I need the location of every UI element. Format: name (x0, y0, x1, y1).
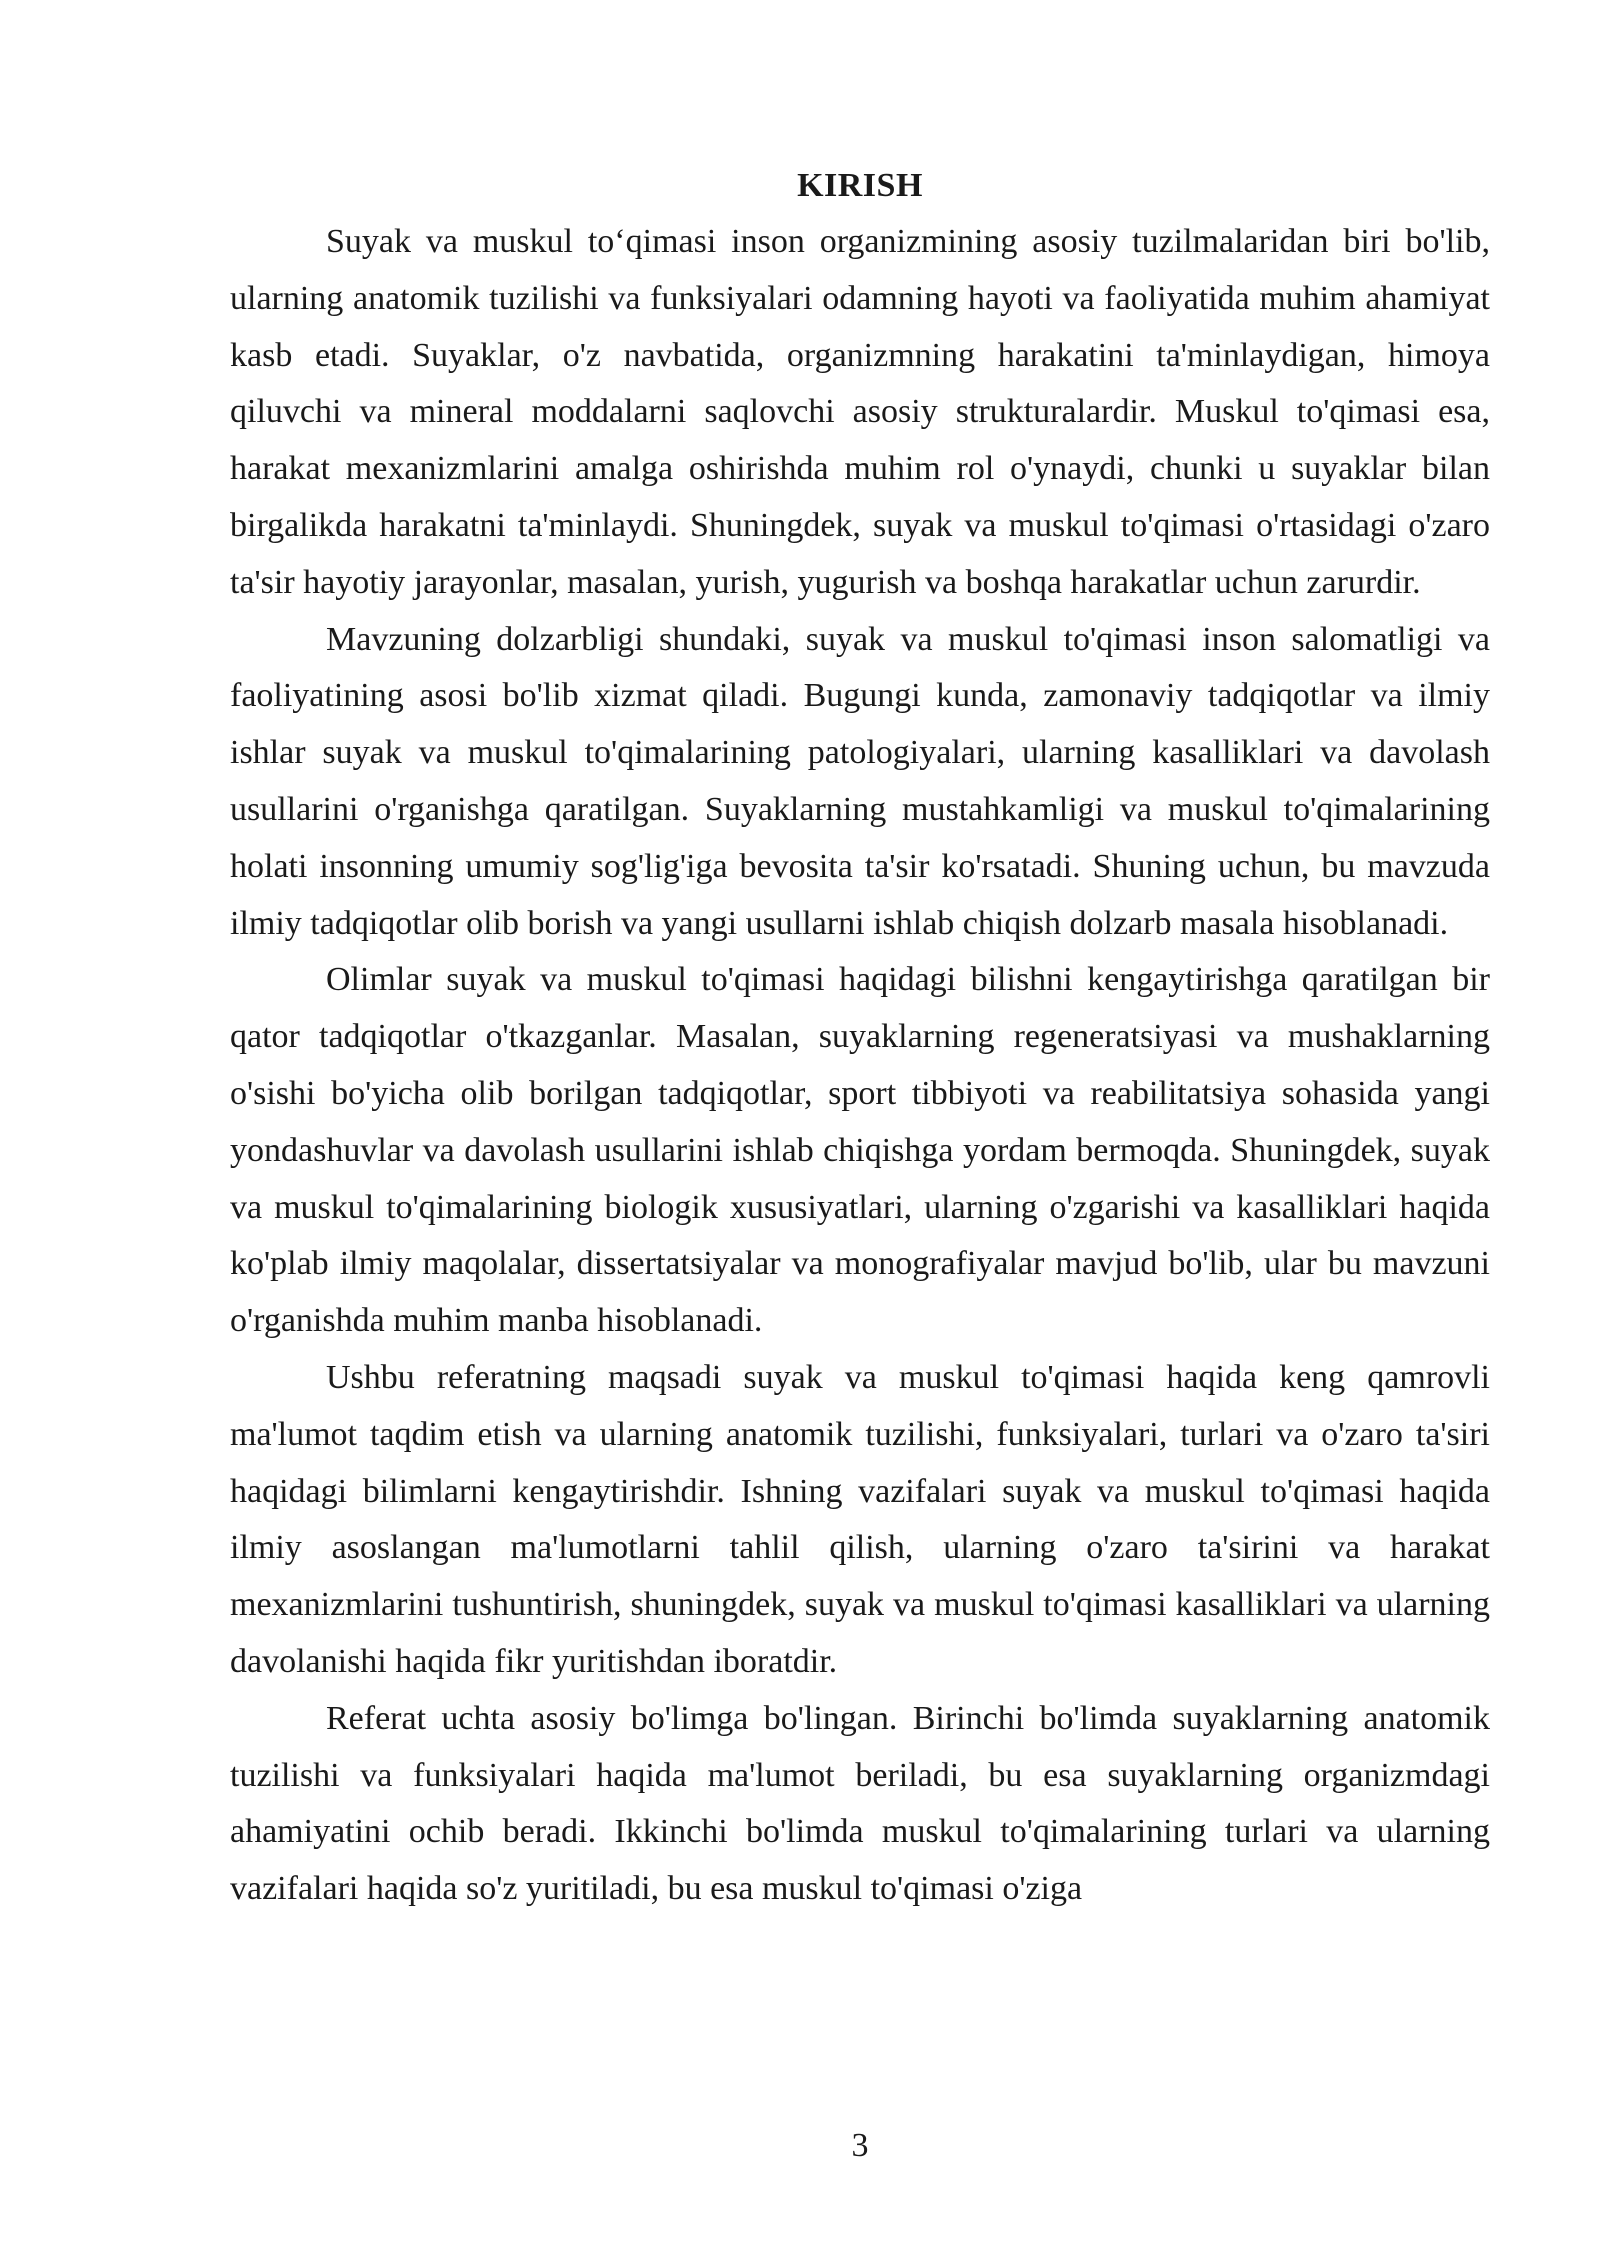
paragraph-4: Ushbu referatning maqsadi suyak va muskul to'qimasi haqida keng qamrovli ma'lumot taqdim etish va ularning anatomik tuzilishi, funksiyalari, turlari va o'zaro ta'siri haqidagi bilimlarni kengaytirishdir. Ishning vazifalari suyak va muskul to'qimasi haqida ilmiy asoslangan ma'lumotlarni tahlil qilish, ularning o'zaro ta'sirini va harakat mexanizmlarini tushuntirish, shuningdek, suyak va muskul to'qimasi kasalliklari va ularning davolanishi haqida fikr yuritishdan iboratdir. (230, 1358, 1490, 1680)
paragraph-5: Referat uchta asosiy bo'limga bo'lingan. Birinchi bo'limda suyaklarning anatomik tuzilishi va funksiyalari haqida ma'lumot beriladi, bu esa suyaklarning organizmdagi ahamiyatini ochib beradi. Ikkinchi bo'limda muskul to'qimalarining turlari va ularning vazifalari haqida so'z yuritiladi, bu esa muskul to'qimasi o'ziga (230, 1699, 1490, 1908)
page-number: 3 (851, 2127, 869, 2164)
page-content (230, 158, 1490, 1918)
paragraph-2: Mavzuning dolzarbligi shundaki, suyak va muskul to'qimasi inson salomatligi va faoliyatining asosi bo'lib xizmat qiladi. Bugungi kunda, zamonaviy tadqiqotlar va ilmiy ishlar suyak va muskul to'qimalarining patologiyalari, ularning kasalliklari va davolash usullarini o'rganishga qaratilgan. Suyaklarning mustahkamligi va muskul to'qimalarining holati insonning umumiy sog'lig'iga bevosita ta'sir ko'rsatadi. Shuning uchun, bu mavzuda ilmiy tadqiqotlar olib borish va yangi usullarni ishlab chiqish dolzarb masala hisoblanadi. (230, 620, 1490, 942)
paragraph-3: Olimlar suyak va muskul to'qimasi haqidagi bilishni kengaytirishga qaratilgan bir qator tadqiqotlar o'tkazganlar. Masalan, suyaklarning regeneratsiyasi va mushaklarning o'sishi bo'yicha olib borilgan tadqiqotlar, sport tibbiyoti va reabilitatsiya sohasida yangi yondashuvlar va davolash usullarini ishlab chiqishga yordam bermoqda. Shuningdek, suyak va muskul to'qimalarining biologik xususiyatlari, ularning o'zgarishi va kasalliklari haqida ko'plab ilmiy maqolalar, dissertatsiyalar va monografiyalar mavjud bo'lib, ular bu mavzuni o'rganishda muhim manba hisoblanadi. (230, 961, 1490, 1340)
paragraph-1: Suyak va muskul to‘qimasi inson organizmining asosiy tuzilmalaridan biri bo'lib, ularning anatomik tuzilishi va funksiyalari odamning hayoti va faoliyatida muhim ahamiyat kasb etadi. Suyaklar, o'z navbatida, organizmning harakatini ta'minlaydigan, himoya qiluvchi va mineral moddalarni saqlovchi asosiy strukturalardir. Muskul to'qimasi esa, harakat mexanizmlarini amalga oshirishda muhim rol o'ynaydi, chunki u suyaklar bilan birgalikda harakatni ta'minlaydi. Shuningdek, suyak va muskul to'qimasi o'rtasidagi o'zaro ta'sir hayotiy jarayonlar, masalan, yurish, yugurish va boshqa harakatlar uchun zarurdir. (230, 223, 1490, 601)
page-title: KIRISH (797, 167, 923, 204)
